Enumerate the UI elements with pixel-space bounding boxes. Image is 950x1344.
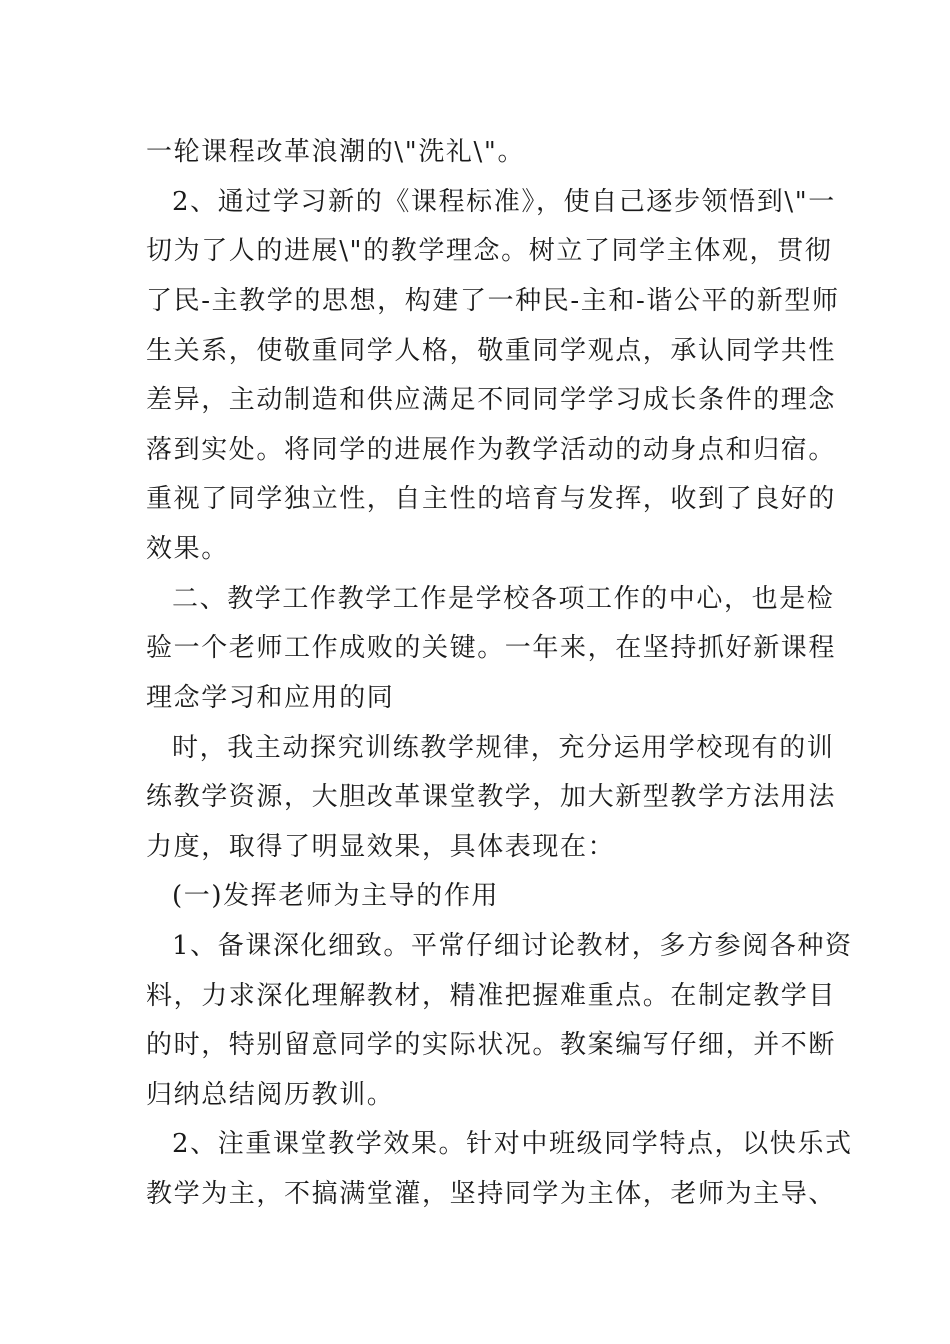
text-line: 重视了同学独立性，自主性的培育与发挥，收到了良好的: [146, 484, 837, 514]
text-line: 验一个老师工作成败的关键。一年来，在坚持抓好新课程: [146, 633, 837, 663]
section-heading: (一)发挥老师为主导的作用: [172, 881, 500, 911]
text-line: 二、教学工作教学工作是学校各项工作的中心，也是检: [172, 584, 835, 614]
text-line: 效果。: [146, 534, 229, 564]
text-line: 生关系，使敬重同学人格，敬重同学观点，承认同学共性: [146, 336, 837, 366]
text-line: 2、注重课堂教学效果。针对中班级同学特点，以快乐式: [172, 1129, 853, 1159]
text-line: 切为了人的进展\"的教学理念。树立了同学主体观，贯彻: [146, 236, 833, 266]
text-line: 练教学资源，大胆改革课堂教学，加大新型教学方法用法: [146, 782, 837, 812]
text-line: 落到实处。将同学的进展作为教学活动的动身点和归宿。: [146, 435, 837, 465]
text-line: 料，力求深化理解教材，精准把握难重点。在制定教学目: [146, 981, 837, 1011]
text-line: 时，我主动探究训练教学规律，充分运用学校现有的训: [172, 733, 835, 763]
text-line: 的时，特别留意同学的实际状况。教案编写仔细，并不断: [146, 1030, 837, 1060]
text-line: 了民-主教学的思想，构建了一种民-主和-谐公平的新型师: [146, 286, 840, 316]
text-line: 2、通过学习新的《课程标准》，使自己逐步领悟到\"一: [172, 187, 836, 217]
text-line: 力度，取得了明显效果，具体表现在：: [146, 832, 616, 862]
text-line: 差异，主动制造和供应满足不同同学学习成长条件的理念: [146, 385, 837, 415]
text-line: 归纳总结阅历教训。: [146, 1080, 395, 1110]
text-line: 1、备课深化细致。平常仔细讨论教材，多方参阅各种资: [172, 931, 853, 961]
text-line: 一轮课程改革浪潮的\"洗礼\"。: [146, 137, 526, 167]
text-line: 理念学习和应用的同: [146, 683, 395, 713]
text-line: 教学为主，不搞满堂灌，坚持同学为主体，老师为主导、: [146, 1179, 837, 1209]
